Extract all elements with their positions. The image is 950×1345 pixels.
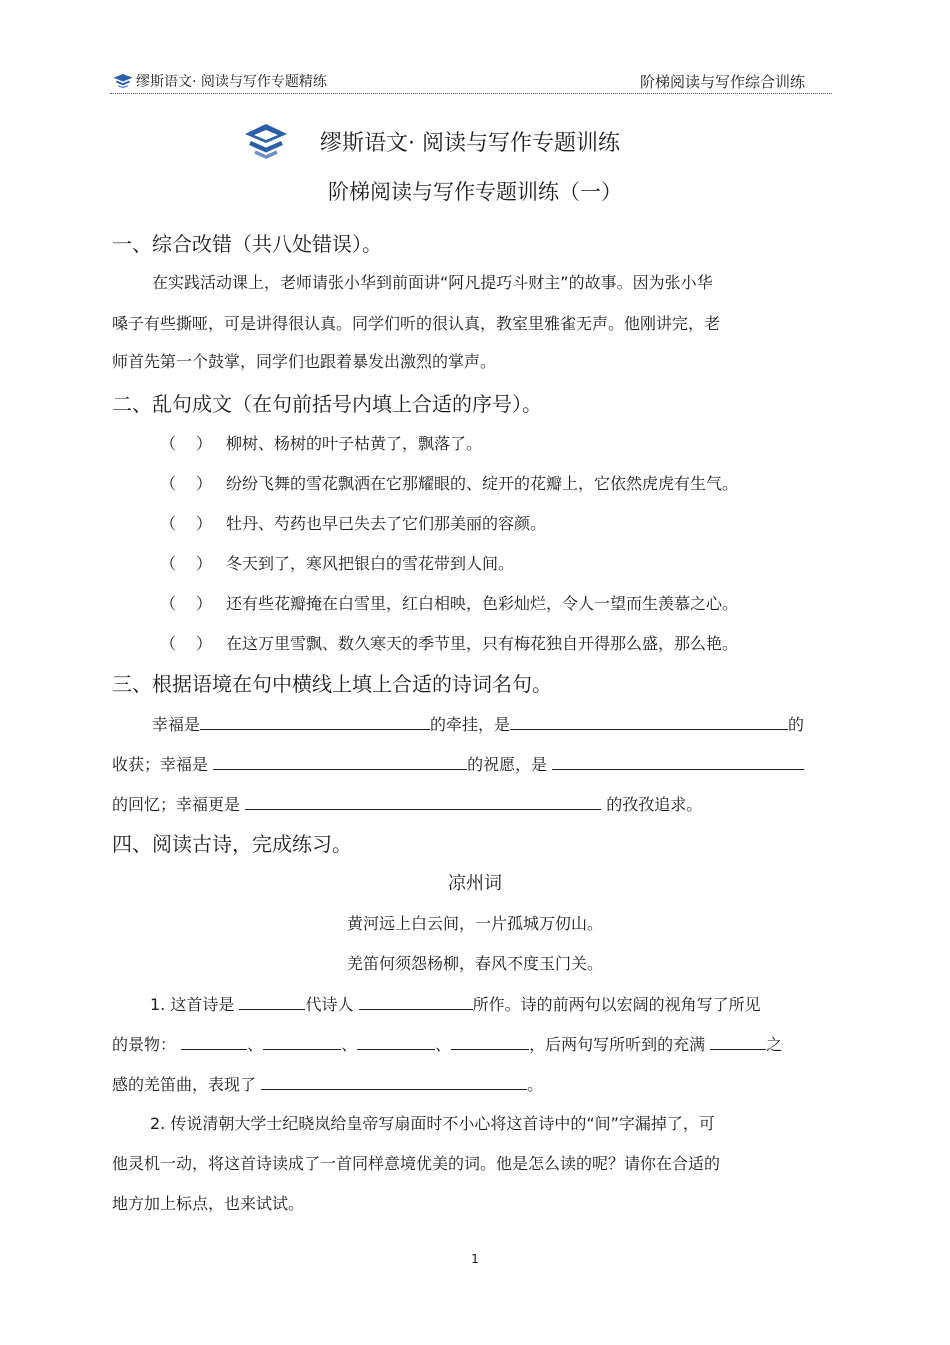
page-number: 1: [471, 1252, 479, 1266]
answer-blank[interactable]: [200, 711, 430, 730]
list-item: （ ） 牡丹、芍药也早已失去了它们那美丽的容颜。: [160, 514, 547, 533]
answer-blank[interactable]: [451, 1031, 529, 1050]
section1-line: 在实践活动课上，老师请张小华到前面讲“阿凡提巧斗财主”的故事。因为张小华: [152, 273, 713, 292]
page-subtitle: 阶梯阅读与写作专题训练（一）: [328, 180, 622, 204]
poem-title: 凉州词: [448, 873, 502, 894]
title-row: [244, 122, 620, 160]
list-item: （ ） 纷纷飞舞的雪花飘洒在它那耀眼的、绽开的花瓣上，它依然虎虎有生气。: [160, 474, 739, 493]
section1-line: 嗓子有些撕哑，可是讲得很认真。同学们听的很认真，教室里雅雀无声。他刚讲完，老: [112, 314, 721, 333]
section1-line: 师首先第一个鼓掌，同学们也跟着暴发出激烈的掌声。: [112, 352, 497, 371]
answer-blank[interactable]: [357, 1031, 435, 1050]
header-left: [112, 71, 327, 91]
answer-blank[interactable]: [213, 751, 467, 770]
page-title: 缪斯语文· 阅读与写作专题训练: [320, 130, 620, 156]
header-left-text: 缪斯语文· 阅读与写作专题精练: [136, 74, 327, 90]
answer-blank[interactable]: [181, 1031, 247, 1050]
logo-icon: [244, 122, 288, 160]
section2-heading: 二、乱句成文（在句前括号内填上合适的序号）。: [112, 392, 542, 416]
answer-blank[interactable]: [510, 711, 788, 730]
answer-blank[interactable]: [359, 991, 473, 1010]
section3-heading: 三、根据语境在句中横线上填上合适的诗词名句。: [112, 672, 552, 696]
poem-line: 羌笛何须怨杨柳，春风不度玉门关。: [346, 954, 603, 973]
header-right-text: 阶梯阅读与写作综合训练: [640, 73, 806, 91]
header-divider: [110, 93, 832, 94]
answer-blank[interactable]: [710, 1031, 766, 1050]
answer-blank[interactable]: [261, 1071, 527, 1090]
fill-line: 幸福是 的牵挂，是 的: [152, 711, 804, 735]
list-item: （ ） 冬天到了，寒风把银白的雪花带到人间。: [160, 554, 515, 573]
question-1-line: 的景物： 、 、 、 ，后两句写所听到的充满 之: [112, 1031, 782, 1055]
section4-heading: 四、阅读古诗，完成练习。: [112, 832, 352, 856]
poem-line: 黄河远上白云间，一片孤城万仞山。: [346, 914, 603, 933]
list-item: （ ） 还有些花瓣掩在白雪里，红白相映，色彩灿烂，令人一望而生羡慕之心。: [160, 594, 739, 613]
fill-line: 收获；幸福是 的祝愿，是: [112, 751, 804, 775]
section1-heading: 一、综合改错（共八处错误）。: [112, 232, 382, 256]
list-item: （ ） 柳树、杨树的叶子枯黄了，飘落了。: [160, 434, 483, 453]
question-2-line: 地方加上标点，也来试试。: [112, 1194, 305, 1213]
question-2-line: 他灵机一动，将这首诗读成了一首同样意境优美的词。他是怎么读的呢？请你在合适的: [112, 1154, 721, 1173]
fill-line: 的回忆；幸福更是 的孜孜追求。: [112, 791, 702, 815]
question-1-line: 1. 这首诗是 代诗人 所作。诗的前两句以宏阔的视角写了所见: [150, 991, 761, 1015]
answer-blank[interactable]: [245, 791, 601, 810]
question-1-line: 感的羌笛曲，表现了 。: [112, 1071, 543, 1095]
answer-blank[interactable]: [239, 991, 305, 1010]
question-2-line: 2. 传说清朝大学士纪晓岚给皇帝写扇面时不小心将这首诗中的“间”字漏掉了，可: [150, 1114, 715, 1133]
answer-blank[interactable]: [263, 1031, 341, 1050]
list-item: （ ） 在这万里雪飘、数久寒天的季节里，只有梅花独自开得那么盛，那么艳。: [160, 634, 739, 653]
answer-blank[interactable]: [552, 751, 804, 770]
logo-icon: [112, 73, 134, 89]
